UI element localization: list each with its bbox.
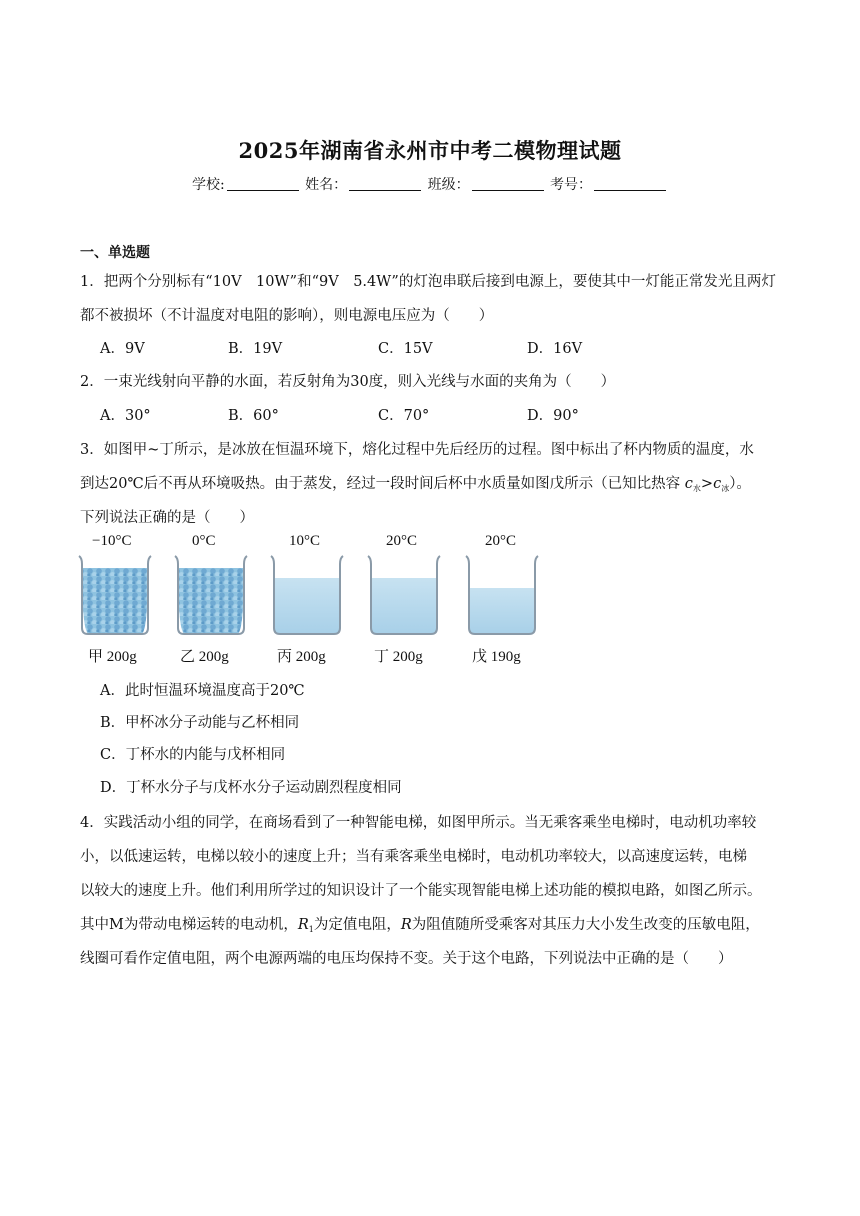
q3-option-d: D．丁杯水分子与戊杯水分子运动剧烈程度相同 [100,780,402,796]
beaker-water-3 [270,552,344,638]
beaker-temp-3: 10°C [289,533,321,549]
beaker-water-5 [465,552,539,638]
q4-line2: 小，以低速运转，电梯以较小的速度上升；当有乘客乘坐电梯时，电动机功率较大，以高速度运转，电梯 [80,849,747,865]
q1-option-b: B．19V [228,341,283,357]
q3-line2-end: ）。 [729,476,751,492]
beaker-caption-3: 丙 200g [277,649,326,665]
school-blank [227,176,299,191]
beaker-water-4 [367,552,441,638]
q4-line4-text-a: 其中M为带动电梯运转的电动机， [80,917,298,933]
student-info-row [0,174,860,194]
r-symbol: R [400,917,412,933]
specific-heat-symbol-2: c [713,476,722,492]
q1-option-d: D．16V [527,341,583,357]
number-label: 考号： [550,177,593,193]
q4-line3: 以较大的速度上升。他们利用所学过的知识设计了一个能实现智能电梯上述功能的模拟电路，如图乙所示。 [80,883,762,899]
name-blank [349,176,421,191]
q3-option-b: B．甲杯冰分子动能与乙杯相同 [100,715,300,731]
q2-option-d: D．90° [527,408,579,424]
beaker-temp-4: 20°C [386,533,418,549]
q3-option-a: A．此时恒温环境温度高于20℃ [100,683,305,699]
r1-subscript: 1 [308,925,314,934]
class-label: 班级： [427,177,470,193]
q2-option-b: B．60° [228,408,279,424]
q2-option-c: C．70° [378,408,430,424]
specific-heat-symbol: c [684,476,693,492]
beaker-ice-1 [78,552,152,638]
greater-than: > [700,476,714,492]
q2-line1: 2．一束光线射向平静的水面，若反射角为30度，则入光线与水面的夹角为（ ） [80,374,616,390]
beaker-temp-2: 0°C [192,533,216,549]
school-label: 学校: [191,177,225,193]
q1-option-c: C．15V [378,341,433,357]
beaker-temp-5: 20°C [485,533,517,549]
water-subscript: 水 [692,484,701,493]
q4-line4 [80,913,760,934]
q4-line4-text-c: 为阻值随所受乘客对其压力大小发生改变的压敏电阻， [411,917,760,933]
number-blank [594,176,666,191]
q4-line4-text-b: 为定值电阻， [313,917,401,933]
q3-line2 [80,472,751,494]
q4-line1: 4．实践活动小组的同学，在商场看到了一种智能电梯，如图甲所示。当无乘客乘坐电梯时，电动机功率较 [80,815,757,831]
q1-line2: 都不被损坏（不计温度对电阻的影响），则电源电压应为（ ） [80,308,494,324]
q1-line1: 1．把两个分别标有“10V 10W”和“9V 5.4W”的灯泡串联后接到电源上，要使其中一灯能正常发光且两灯 [80,274,776,290]
beaker-caption-4: 丁 200g [374,649,423,665]
section-heading: 一、单选题 [80,245,150,261]
q3-line1: 3．如图甲~丁所示，是冰放在恒温环境下，熔化过程中先后经历的过程。图中标出了杯内物质的温度，水 [80,442,754,458]
beaker-ice-2 [174,552,248,638]
page-title: 2025年湖南省永州市中考二模物理试题 [238,138,622,163]
name-label: 姓名： [305,177,348,193]
q2-option-a: A．30° [100,408,151,424]
beaker-temp-1: −10°C [92,533,132,549]
q3-line3: 下列说法正确的是（ ） [80,510,254,526]
q1-option-a: A．9V [100,341,145,357]
q4-line5: 线圈可看作定值电阻，两个电源两端的电压均保持不变。关于这个电路，下列说法中正确的是（ ） [80,951,733,967]
q3-option-c: C．丁杯水的内能与戊杯相同 [100,747,286,763]
ice-subscript: 冰 [721,484,730,493]
class-blank [472,176,544,191]
beaker-caption-1: 甲 200g [88,649,137,665]
beaker-caption-2: 乙 200g [180,649,229,665]
q3-line2-text: 到达20℃后不再从环境吸热。由于蒸发，经过一段时间后杯中水质量如图戊所示（已知比热容 [80,476,681,492]
r1-symbol: R [297,917,309,933]
beaker-caption-5: 戊 190g [472,649,521,665]
